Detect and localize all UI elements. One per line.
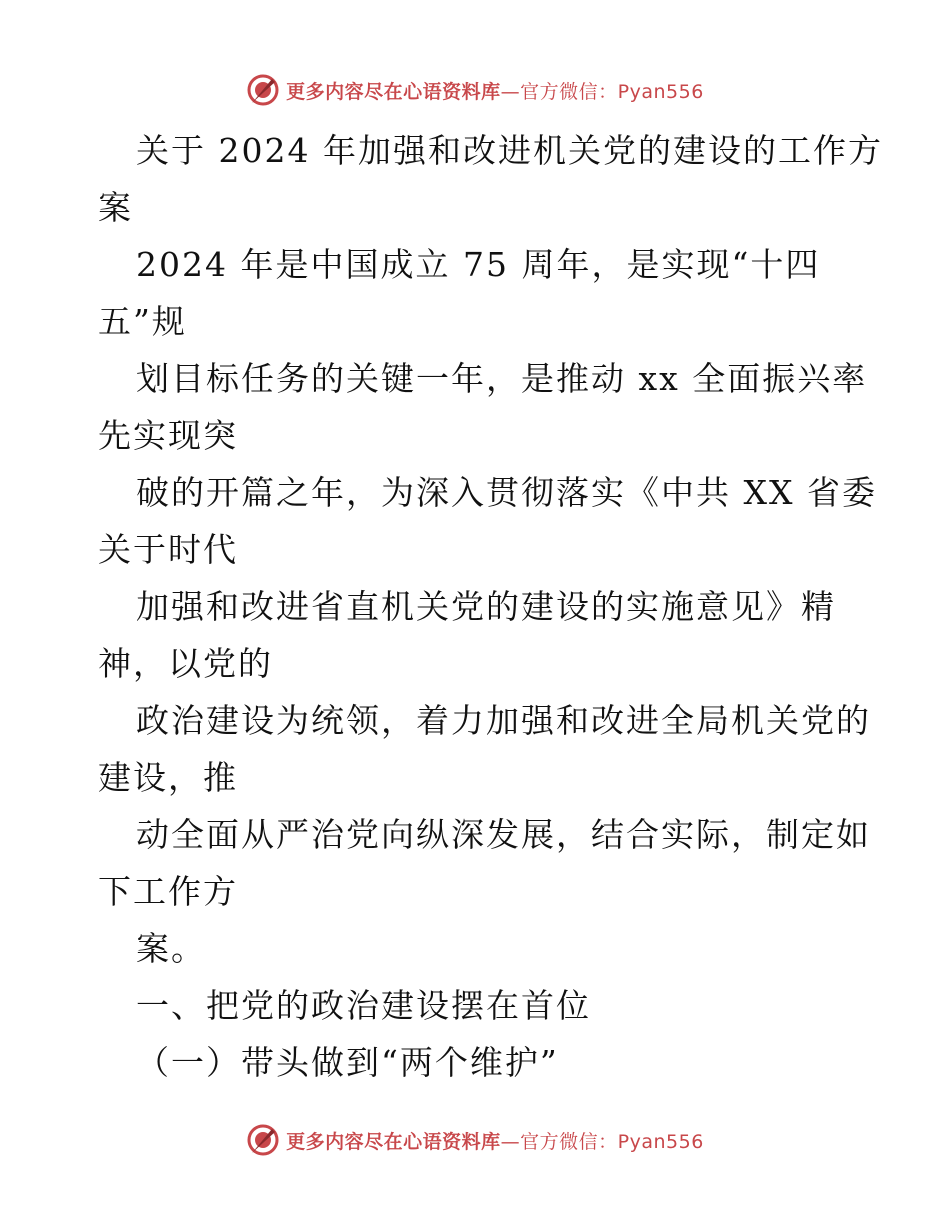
doc-paragraph-line: 五”规: [98, 302, 187, 341]
doc-paragraph-line: 建设，推: [98, 758, 238, 797]
page-header-banner: [0, 68, 950, 112]
doc-paragraph-line: 划目标任务的关键一年，是推动 xx 全面振兴率: [136, 359, 868, 398]
doc-paragraph-line: 神，以党的: [98, 644, 273, 683]
document-body: [98, 122, 883, 1091]
doc-paragraph-line: 关于时代: [98, 530, 238, 569]
header-banner-text: 更多内容尽在心语资料库—官方微信：Pyan556: [286, 80, 704, 103]
doc-paragraph-line: 下工作方: [98, 872, 238, 911]
page-footer-banner: [0, 1118, 950, 1162]
doc-paragraph-line: 政治建设为统领，着力加强和改进全局机关党的: [136, 701, 871, 740]
quill-pen-logo-icon: [246, 73, 280, 107]
subsection-heading: （一）带头做到“两个维护”: [136, 1043, 559, 1082]
doc-title-line-2: 案: [98, 188, 133, 227]
section-heading: 一、把党的政治建设摆在首位: [136, 986, 591, 1025]
doc-paragraph-line: 加强和改进省直机关党的建设的实施意见》精: [136, 587, 836, 626]
doc-paragraph-line: 2024 年是中国成立 75 周年，是实现“十四: [136, 245, 821, 284]
doc-paragraph-line: 破的开篇之年，为深入贯彻落实《中共 XX 省委: [136, 473, 877, 512]
doc-paragraph-line: 案。: [136, 929, 206, 968]
doc-title-line-1: 关于 2024 年加强和改进机关党的建设的工作方: [136, 131, 883, 170]
quill-pen-logo-icon: [246, 1123, 280, 1157]
doc-paragraph-line: 先实现突: [98, 416, 238, 455]
doc-paragraph-line: 动全面从严治党向纵深发展，结合实际，制定如: [136, 815, 871, 854]
footer-banner-text: 更多内容尽在心语资料库—官方微信：Pyan556: [286, 1130, 704, 1153]
